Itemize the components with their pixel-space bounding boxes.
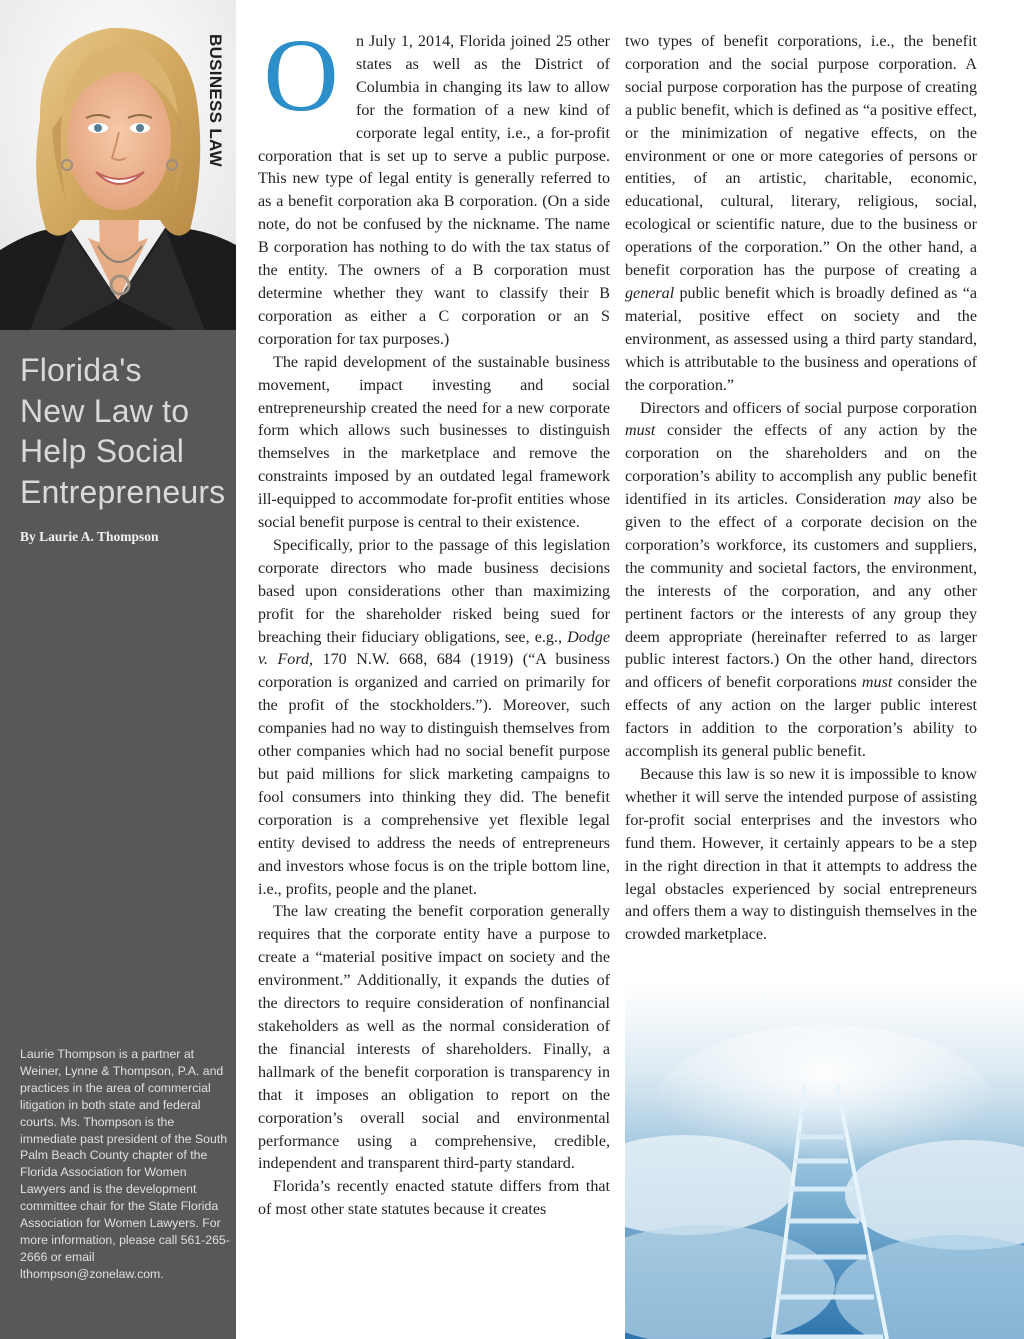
section-label — [201, 34, 225, 194]
headline-line-4: Entrepreneurs — [20, 473, 226, 510]
paragraph-8: Because this law is so new it is impossible to know whether it will serve the intended purpose of assisting for-profit social enterprises and the investors who fund them. However, it certainly appears to be a step in the right direction in that it attempts to address the legal obstacles experienced by social entrepreneurs and offers them a way to distinguish themselves in the crowded marketplace. — [625, 766, 977, 944]
paragraph-4: The law creating the benefit corporation generally requires that the corporate entity have a purpose to create a “material positive impact on society and the environment.” Additionally, it expands the duties of the directors to require consideration of nonfinancial stakeholders as well as the normal consideration of the financial interests of shareholders. Finally, a hallmark of the benefit corporation is transparency in that it imposes an obligation to report on the corporation’s overall social and environmental performance using a comprehensive, credible, independent and transparent third-party standard. — [258, 903, 610, 1173]
article-column-2 — [625, 31, 977, 947]
emphasis-general: general — [625, 284, 675, 302]
paragraph-7-part-d: consider the effects of any action on the larger public interest factors in addition to the corporation’s ability to accomplish its general public benefit. — [625, 674, 978, 761]
ladder-sky-image — [625, 985, 1024, 1339]
headline-line-2: New Law to — [20, 392, 190, 429]
emphasis-must-2: must — [861, 674, 893, 692]
section-label-text: BUSINESS LAW — [206, 34, 225, 168]
case-citation: Dodge v. Ford, — [258, 628, 610, 669]
paragraph-7-part-c: also be given to the effect of a corporate decision on the corporation’s workforce, its customers and suppliers, the community and societal factors, the environment, the interests of the corporation, and any other pertinent factors or the interests of any group they deem appropriate (hereinafter referred to as larger public interest factors.) On the other hand, directors and officers of benefit corporations — [625, 491, 977, 692]
paragraph-1: n July 1, 2014, Florida joined 25 other states as well as the District of Columbia in changing its law to allow for the formation of a new kind of corporate legal entity, i.e., a for-profit corporation that is set up to serve a public purpose. This new type of legal entity is generally referred to as a benefit corporation aka B corporation. (On a side note, do not be confused by the nickname. The name B corporation has nothing to do with the tax status of the entity. The owners of a B corporation must determine whether they want to classify their B corporation as either a C corporation or an S corporation for tax purposes.) — [258, 33, 610, 348]
paragraph-6-part-a: two types of benefit corporations, i.e., the benefit corporation and the social purpose corporation. A social purpose corporation has the purpose of creating a public benefit, which is defined as “a positive effect, or the minimization of negative effects, on the environment or one or more categories of persons or entities, of an artistic, charitable, economic, educational, cultural, literary, religious, social, ecological or scientific nature, due to the business or operations of the corporation.” On the other hand, a benefit corporation has the purpose of creating a — [625, 33, 977, 280]
drop-cap-letter: O — [263, 18, 339, 133]
paragraph-7 — [625, 398, 977, 765]
drop-cap — [258, 18, 348, 133]
byline: By Laurie A. Thompson — [20, 529, 159, 544]
author-bio — [20, 1046, 230, 1283]
article-headline — [20, 350, 230, 512]
paragraph-7-part-a: Directors and officers of social purpose corporation — [640, 399, 977, 417]
drop-cap-ring-icon — [258, 18, 348, 133]
emphasis-may: may — [893, 491, 921, 509]
author-bio-text: Laurie Thompson is a partner at Weiner, Lynne & Thompson, P.A. and practices in the area of commercial litigation in both state and federal courts. Ms. Thompson is the immediate past president of the South Palm Beach County chapter of the Florida Association for Women Lawyers and is the development committee chair for the State Florida Association for Women Lawyers. For more information, please call 561-265-2666 or email lthompson@zonelaw.com. — [20, 1047, 230, 1281]
paragraph-6 — [625, 31, 977, 398]
headline-line-3: Help Social — [20, 433, 185, 469]
paragraph-3-part-a: Specifically, prior to the passage of this legislation corporate directors who made business decisions based upon considerations other than maximizing profit for the shareholder risked being sued for breaching their fiduciary obligations, see, e.g., — [258, 536, 610, 646]
emphasis-must-1: must — [625, 422, 656, 440]
paragraph-6-part-b: public benefit which is broadly defined as “a material, positive effect on society and the environment, as assessed using a third party standard, which is attributable to the business and operations of the corporation.” — [625, 284, 977, 394]
paragraph-3-part-b: 170 N.W. 668, 684 (1919) (“A business corporation is organized and carried on primarily for the profit of the stockholders.”). Moreover, such companies had no way to distinguish themselves from other companies which had no social benefit purpose but paid millions for slick marketing campaigns to fool consumers into thinking they did. The benefit corporation is a comprehensive yet flexible legal entity devised to address the needs of entrepreneurs and investors whose focus is on the triple bottom line, i.e., profits, people and the planet. — [258, 651, 610, 898]
sidebar — [0, 330, 236, 1339]
paragraph-5: Florida’s recently enacted statute differs from that of most other state statutes because it creates — [258, 1178, 610, 1219]
paragraph-2: The rapid development of the sustainable business movement, impact investing and social entrepreneurship created the need for a new corporate form which allows such businesses to distinguish themselves in the marketplace and remove the constraints imposed by an outdated legal framework ill-equipped to accommodate for-profit entities whose social benefit purpose is central to their existence. — [258, 353, 610, 532]
headline-line-1: Florida's — [20, 352, 142, 388]
paragraph-3 — [258, 535, 610, 902]
article-column-1 — [258, 18, 610, 1222]
paragraph-7-part-b: consider the effects of any action by the corporation on the shareholders and on the corporation’s ability to accomplish any public benefit identified in its articles. Consideration — [625, 422, 977, 509]
